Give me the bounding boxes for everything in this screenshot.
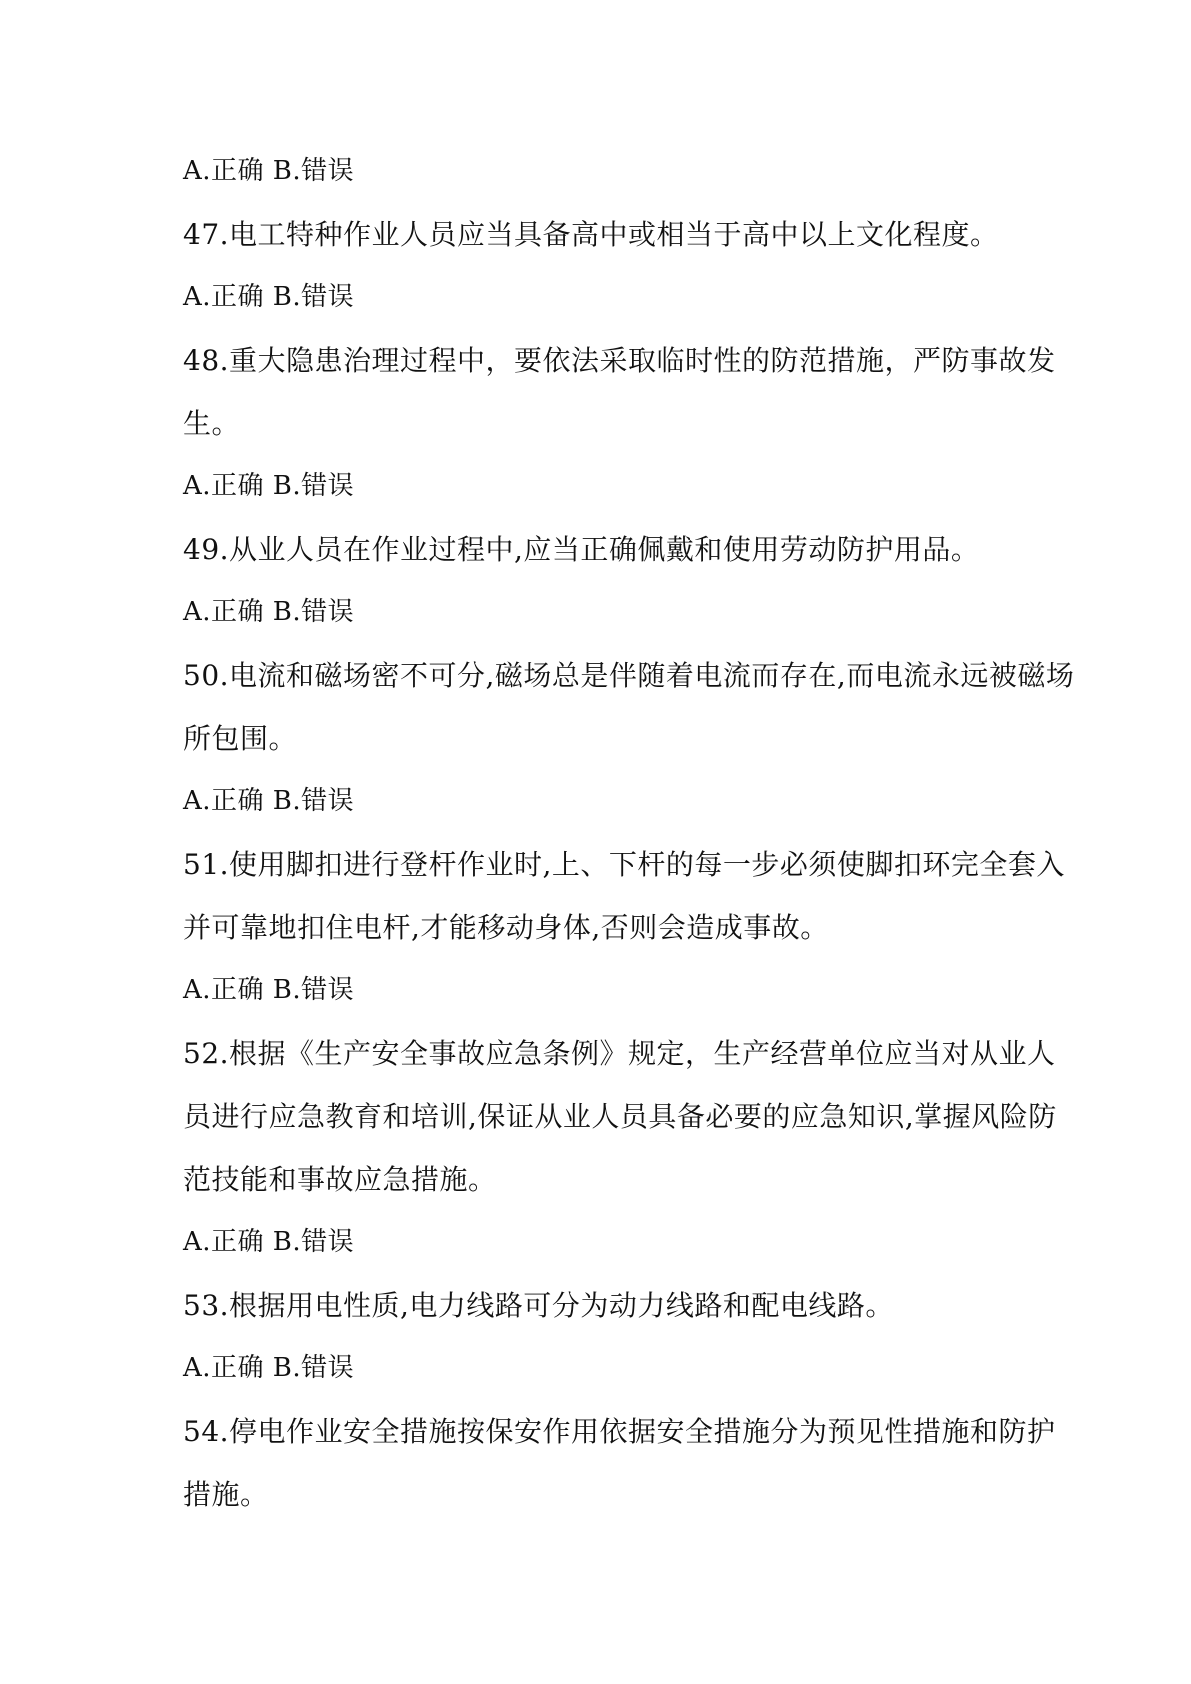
question-52-line-2: 员进行应急教育和培训,保证从业人员具备必要的应急知识,掌握风险防	[183, 1100, 1057, 1133]
question-53: 53.根据用电性质,电力线路可分为动力线路和配电线路。	[183, 1289, 894, 1322]
document-body	[183, 140, 1075, 1526]
answer-options-q47: A.正确 B.错误	[183, 282, 355, 312]
question-50-line-2: 所包围。	[183, 722, 298, 755]
question-54-line-1: 54.停电作业安全措施按保安作用依据安全措施分为预见性措施和防护	[183, 1415, 1056, 1448]
question-51-line-1: 51.使用脚扣进行登杆作业时,上、下杆的每一步必须使脚扣环完全套入	[183, 848, 1065, 881]
question-51-line-2: 并可靠地扣住电杆,才能移动身体,否则会造成事故。	[183, 911, 829, 944]
answer-options-q52: A.正确 B.错误	[183, 1227, 355, 1257]
question-52-line-3: 范技能和事故应急措施。	[183, 1163, 497, 1196]
question-49: 49.从业人员在作业过程中,应当正确佩戴和使用劳动防护用品。	[183, 533, 980, 566]
answer-options-q50: A.正确 B.错误	[183, 786, 355, 816]
answer-options-q53: A.正确 B.错误	[183, 1353, 355, 1383]
question-52-line-1: 52.根据《生产安全事故应急条例》规定，生产经营单位应当对从业人	[183, 1037, 1056, 1070]
answer-options-q48: A.正确 B.错误	[183, 471, 355, 501]
answer-options-q51: A.正确 B.错误	[183, 975, 355, 1005]
question-48-line-2: 生。	[183, 407, 241, 440]
question-48-line-1: 48.重大隐患治理过程中，要依法采取临时性的防范措施，严防事故发	[183, 344, 1056, 377]
answer-options-q46: A.正确 B.错误	[183, 156, 355, 186]
question-50-line-1: 50.电流和磁场密不可分,磁场总是伴随着电流而存在,而电流永远被磁场	[183, 659, 1075, 692]
question-54-line-2: 措施。	[183, 1478, 269, 1511]
answer-options-q49: A.正确 B.错误	[183, 597, 355, 627]
question-47: 47.电工特种作业人员应当具备高中或相当于高中以上文化程度。	[183, 218, 999, 251]
